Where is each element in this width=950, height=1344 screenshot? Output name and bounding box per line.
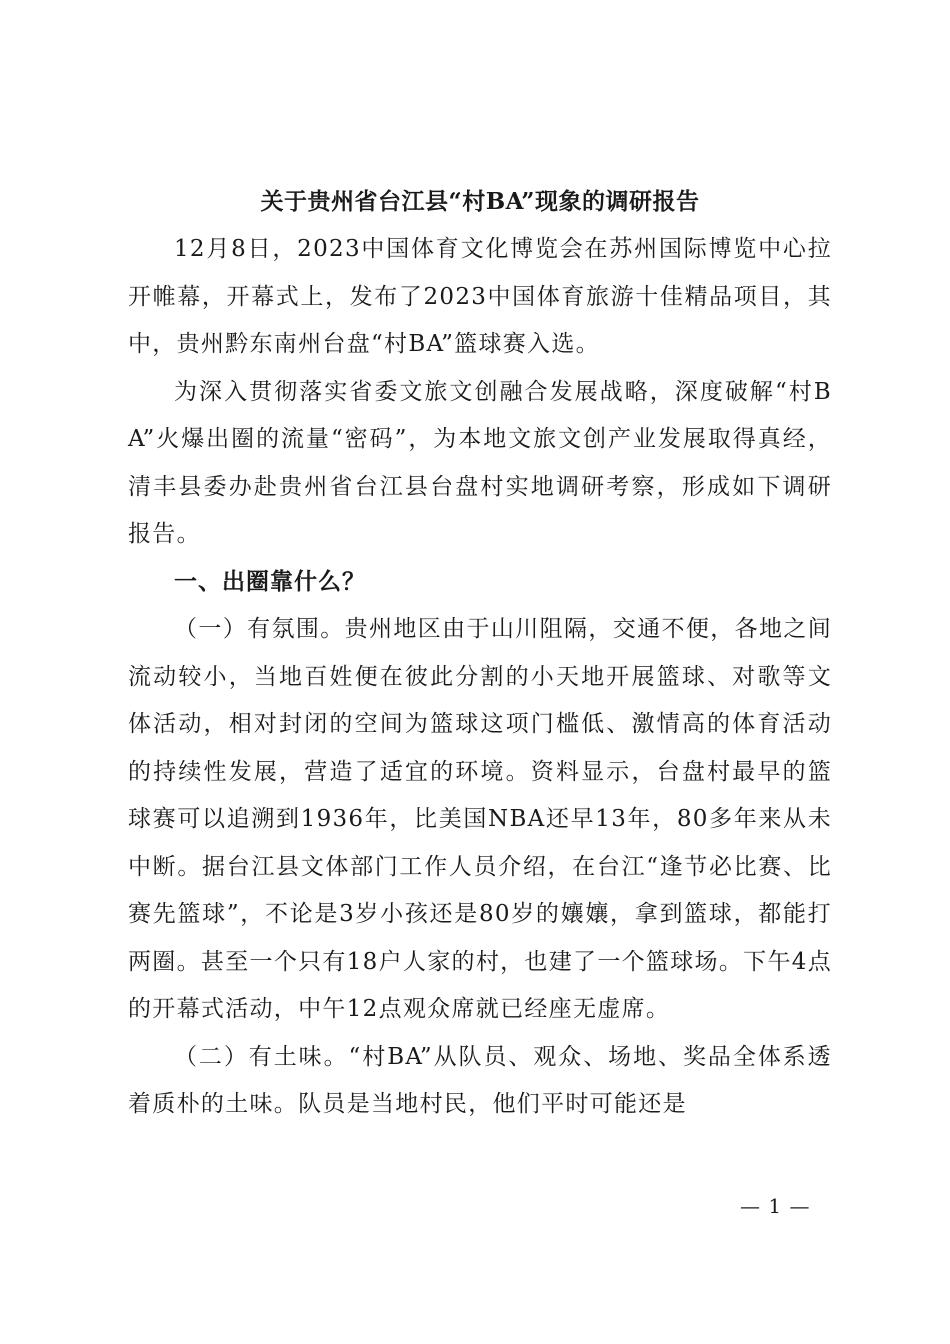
section-heading: 一、出圈靠什么？: [174, 568, 366, 595]
document-title: 关于贵州省台江县“村BA”现象的调研报告: [260, 188, 700, 215]
page-number: — 1 —: [740, 1194, 811, 1218]
subsection-atmosphere: （一）有氛围。贵州地区由于山川阻隔，交通不便，各地之间流动较小，当地百姓便在彼此分割的小天地开展篮球、对歌等文体活动，相对封闭的空间为篮球这项门槛低、激情高的体育活动的持续性发展，营造了适宜的环境。资料显示，台盘村最早的篮球赛可以追溯到1936年，比美国NBA还早13年，80多年来从未中断。据台江县文体部门工作人员介绍，在台江“逢节必比赛、比赛先篮球”，不论是3岁小孩还是80岁的孃孃，拿到篮球，都能打两圈。甚至一个只有18户人家的村，也建了一个篮球场。下午4点的开幕式活动，中午12点观众席就已经座无虚席。: [128, 616, 832, 1022]
intro-paragraph-1: 12月8日，2023中国体育文化博览会在苏州国际博览中心拉开帷幕，开幕式上，发布了2023中国体育旅游十佳精品项目，其中，贵州黔东南州台盘“村BA”篮球赛入选。: [128, 236, 832, 357]
intro-paragraph-2: 为深入贯彻落实省委文旅文创融合发展战略，深度破解“村BA”火爆出圈的流量“密码”，为本地文旅文创产业发展取得真经，清丰县委办赴贵州省台江县台盘村实地调研考察，形成如下调研报告。: [128, 378, 832, 547]
document-body: [128, 226, 832, 1129]
subsection-local-flavor: （二）有土味。“村BA”从队员、观众、场地、奖品全体系透着质朴的土味。队员是当地村民，他们平时可能还是: [128, 1043, 832, 1117]
